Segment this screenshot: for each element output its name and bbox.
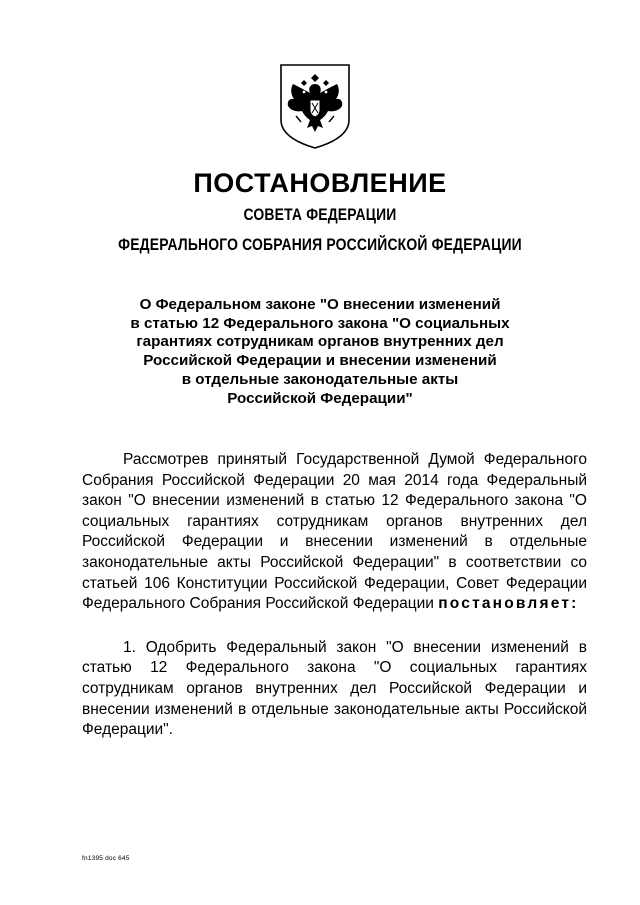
subject-line: Российской Федерации и внесении изменений: [143, 352, 497, 370]
subject-line: в отдельные законодательные акты: [181, 370, 459, 388]
subject-line: О Федеральном законе "О внесении изменений: [139, 296, 501, 313]
preamble-text: Рассмотрев принятый Государственной Думой Федерального Собрания Российской Федерации 20 мая 2014 года Федеральный закон "О внесении изменений в статью 12 Федерального закона "О социальных гарантиях сотрудникам органов внутренних дел Российской Федерации и внесении изменений в отдельные законодательные акты Российской Федерации" в соответствии со статьей 106 Конституции Российской Федерации, Совет Федерации Федерального Собрания Российской Федерации: [82, 451, 587, 613]
coat-of-arms-emblem: [277, 62, 353, 150]
russian-coat-of-arms-icon: [277, 62, 353, 150]
document-code: fn1395 doc 645: [82, 855, 130, 862]
document-subtitle-council: СОВЕТА ФЕДЕРАЦИИ: [243, 205, 397, 224]
document-subject: [110, 296, 530, 408]
document-body: [82, 450, 587, 741]
document-subtitle-assembly: ФЕДЕРАЛЬНОГО СОБРАНИЯ РОССИЙСКОЙ ФЕДЕРАЦИИ: [118, 235, 522, 254]
resolves-keyword: постановляет:: [438, 595, 579, 613]
resolution-item-1: 1. Одобрить Федеральный закон "О внесении изменений в статью 12 Федерального закона "О социальных гарантиях сотрудникам органов внутренних дел Российской Федерации и внесении изменений в отдельные законодательные акты Российской Федерации".: [82, 638, 587, 739]
preamble-paragraph: [82, 450, 587, 615]
subject-line: гарантиях сотрудникам органов внутренних дел: [136, 333, 504, 351]
subject-line: Российской Федерации": [227, 389, 413, 407]
subject-line: в статью 12 Федерального закона "О социальных: [130, 314, 510, 332]
document-title: ПОСТАНОВЛЕНИЕ: [193, 168, 447, 198]
